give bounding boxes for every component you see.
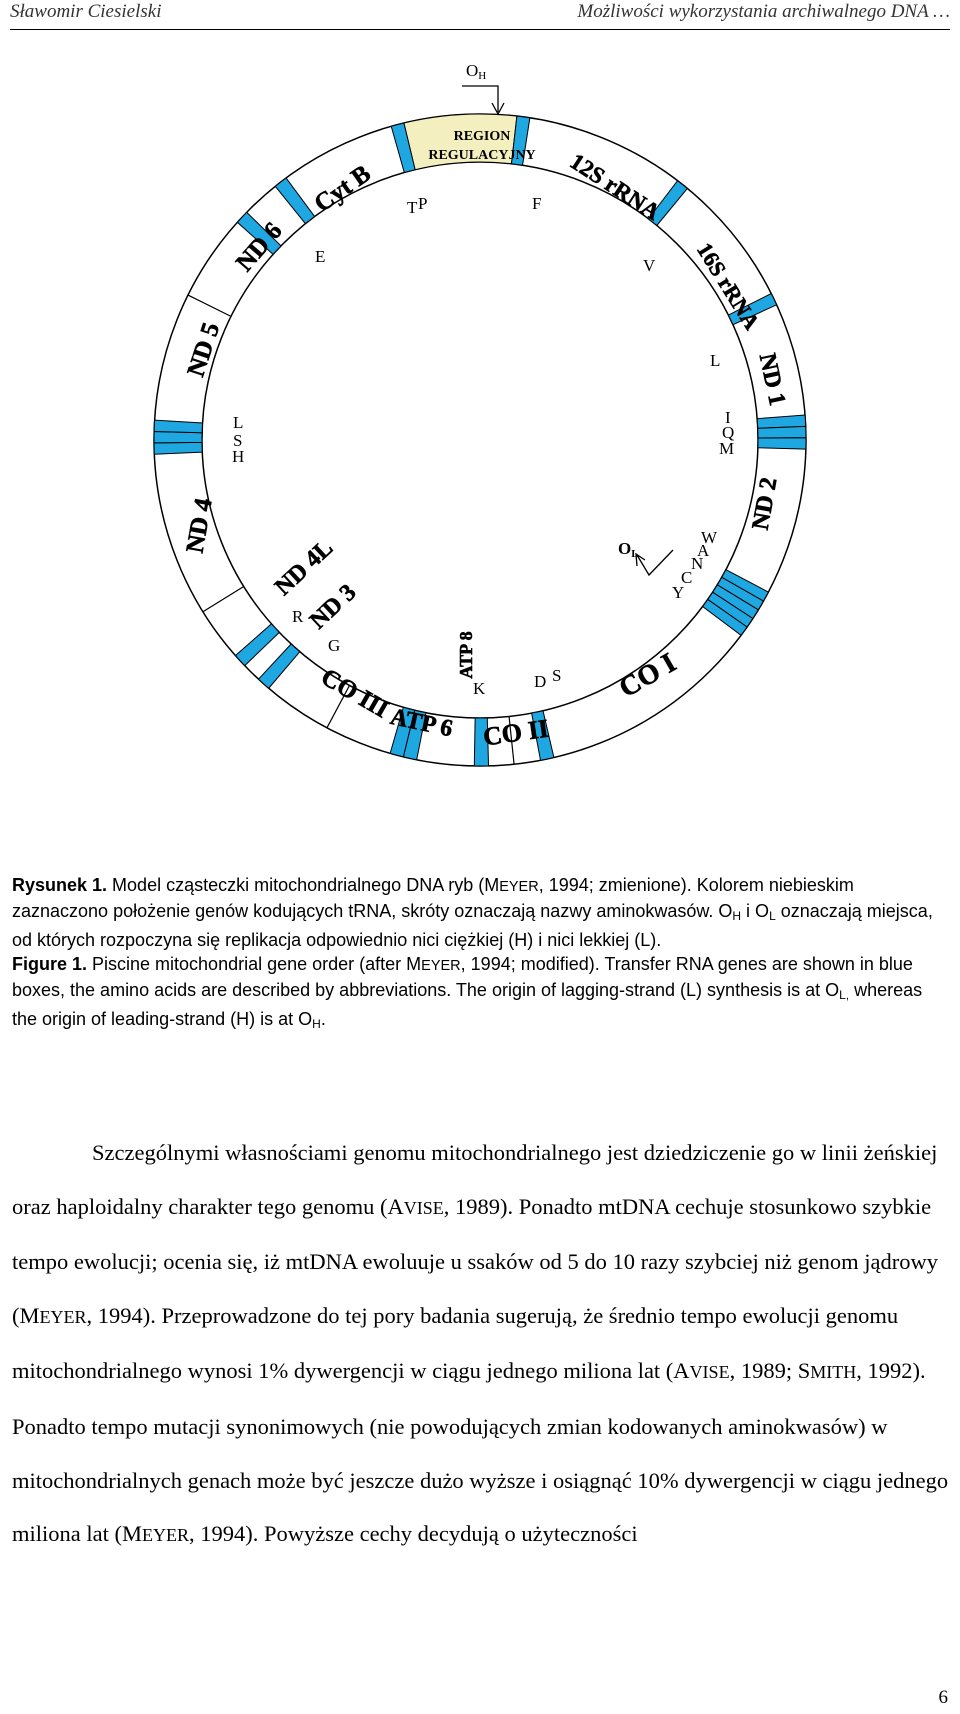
gene-label-nd3: ND 3 [305, 579, 362, 635]
trna-label-l-right: L [710, 351, 721, 370]
caption-pl-sub: L [769, 909, 776, 923]
paragraph-text: , 1992). Ponadto tempo mutacji synonimowych (nie powodujących zmian kodowanych aminokwasów) w mitochondrialnych genach może być jeszcze dużo wyższe i osiągnąć 10% dywergencji w ciągu jednego miliona lat (M [12, 1358, 949, 1547]
trna-label-d: D [534, 672, 547, 691]
caption-en-text: , 1994; modified). Transfer RNA genes are shown in blue boxes, the amino acids are described by abbreviations. The origin of lagging-strand (L) synthesis is at O [12, 954, 913, 1000]
origin-h-label: OH [466, 61, 487, 82]
trna-label-m: M [719, 439, 735, 458]
body-paragraph [12, 1126, 960, 1563]
paragraph-text: Szczególnymi własnościami genomu mitochondrialnego jest dziedziczenie go w linii żeńskiej oraz haploidalny charakter tego genomu (A [12, 1140, 938, 1219]
citation-author: EYER [39, 1306, 87, 1327]
gene-label-16s-rrna: 16S rRNA [692, 238, 765, 334]
gene-label-co3: CO III [316, 663, 394, 724]
gene-label-nd2: ND 2 [747, 475, 783, 532]
region-label-line2: REGULACYJNY [428, 148, 536, 163]
paragraph-text: , 1994). Powyższe cechy decydują o użyteczności [188, 1521, 638, 1547]
page-number: 6 [938, 1687, 948, 1708]
trna-label-a: A [697, 541, 710, 560]
trna-label-k: K [473, 679, 486, 698]
trna-label-t: T [407, 198, 418, 217]
gene-label-12s-rrna: 12S rRNA [565, 148, 665, 225]
header-title: Możliwości wykorzystania archiwalnego DNA … [577, 1, 950, 22]
trna-label-s-bottom: S [552, 666, 562, 685]
trna-label-s-left: S [233, 431, 243, 450]
citation-author: VISE [403, 1197, 444, 1218]
citation-author: MITH [810, 1362, 857, 1383]
running-header [10, 0, 950, 30]
caption-pl-sub: H [732, 909, 742, 923]
paragraph-text: , 1994). Przeprowadzone do tej pory badania sugerują, że średnio tempo ewolucji genomu mitochondrialnego wynosi 1% dywergencji w ciągu jednego miliona lat (A [12, 1302, 899, 1384]
gene-label-atp8: ATP 8 [456, 631, 476, 679]
caption-english [12, 952, 942, 1036]
trna-box [154, 442, 202, 454]
trna-box [275, 178, 314, 224]
origin-l-label: OL [618, 539, 639, 560]
caption-pl-text: Model cząsteczki mitochondrialnego DNA ryb (M [107, 875, 500, 895]
trna-label-r: R [292, 607, 304, 626]
gene-label-nd4: ND 4 [181, 496, 218, 556]
gene-label-nd6: ND 6 [231, 217, 288, 277]
caption-en-sub: H [312, 1017, 321, 1031]
trna-label-q: Q [722, 423, 735, 442]
trna-box [154, 431, 202, 442]
gene-divider [188, 295, 231, 316]
trna-label-v: V [643, 256, 656, 275]
caption-pl-text: oznaczają miejsca, od których rozpoczyna się replikacja odpowiednio nici ciężkiej (H) i nici lekkiej (L). [12, 901, 933, 950]
trna-label-i: I [725, 408, 731, 427]
caption-en-text: . [320, 1009, 326, 1029]
trna-label-f: F [532, 194, 542, 213]
trna-box [235, 624, 279, 666]
trna-label-l-left: L [233, 413, 244, 432]
trna-label-w: W [701, 528, 718, 547]
caption-en-sub: L, [839, 988, 850, 1002]
figure-caption [12, 873, 942, 1036]
trna-boxes [154, 116, 806, 766]
caption-pl-text: i O [741, 901, 770, 921]
gene-label-co2: CO II [481, 713, 551, 752]
gene-label-cyt-b: Cyt B [309, 160, 376, 218]
ring-outer-circle [154, 114, 806, 766]
trna-label-y: Y [672, 583, 685, 602]
trna-label-c: C [681, 568, 693, 587]
citation-author: VISE [689, 1362, 730, 1383]
trna-label-n: N [691, 554, 704, 573]
caption-polish [12, 873, 942, 952]
caption-pl-text: , 1994; zmienione). Kolorem niebieskim zaznaczono położenie genów kodujących tRNA, skróty oznaczają nazwy aminokwasów. O [12, 875, 854, 921]
ring-inner-circle [202, 162, 758, 718]
caption-pl-label: Rysunek 1. [12, 875, 108, 895]
trna-box [259, 644, 300, 688]
region-label-line1: REGION [453, 129, 511, 144]
trna-box [758, 426, 806, 438]
caption-en-author: EYER [421, 958, 461, 974]
trna-label-h: H [232, 447, 245, 466]
mtdna-ring-diagram [0, 32, 960, 812]
caption-pl-author: EYER [499, 879, 539, 895]
gene-label-atp6: ATP 6 [387, 703, 455, 743]
gene-label-co1: CO I [614, 647, 682, 705]
paragraph-text: , 1989; S [729, 1358, 811, 1384]
trna-label-p: P [418, 194, 428, 213]
trna-label-e: E [315, 247, 326, 266]
trna-label-g: G [328, 636, 341, 655]
trna-box [758, 438, 806, 449]
gene-divider [203, 586, 244, 611]
paragraph [12, 1126, 960, 1563]
caption-en-text: Piscine mitochondrial gene order (after M [87, 954, 422, 974]
gene-label-nd5: ND 5 [182, 319, 226, 380]
citation-author: EYER [141, 1525, 189, 1546]
gene-label-nd4l: ND 4L [270, 534, 339, 601]
paragraph-text: , 1989). Ponadto mtDNA cechuje stosunkowo szybkie tempo ewolucji; ocenia się, iż mtDNA ewoluuje u ssaków od 5 do 10 razy szybciej niż genom jądrowy (M [12, 1193, 939, 1328]
caption-en-text: whereas the origin of leading-strand (H) is at O [12, 980, 923, 1029]
gene-label-nd1: ND 1 [753, 351, 791, 409]
caption-en-label: Figure 1. [12, 954, 88, 974]
origin-l-arrow [637, 550, 673, 575]
trna-box [154, 420, 202, 433]
origin-h-arrow [462, 86, 498, 112]
header-author: Sławomir Ciesielski [10, 1, 162, 22]
